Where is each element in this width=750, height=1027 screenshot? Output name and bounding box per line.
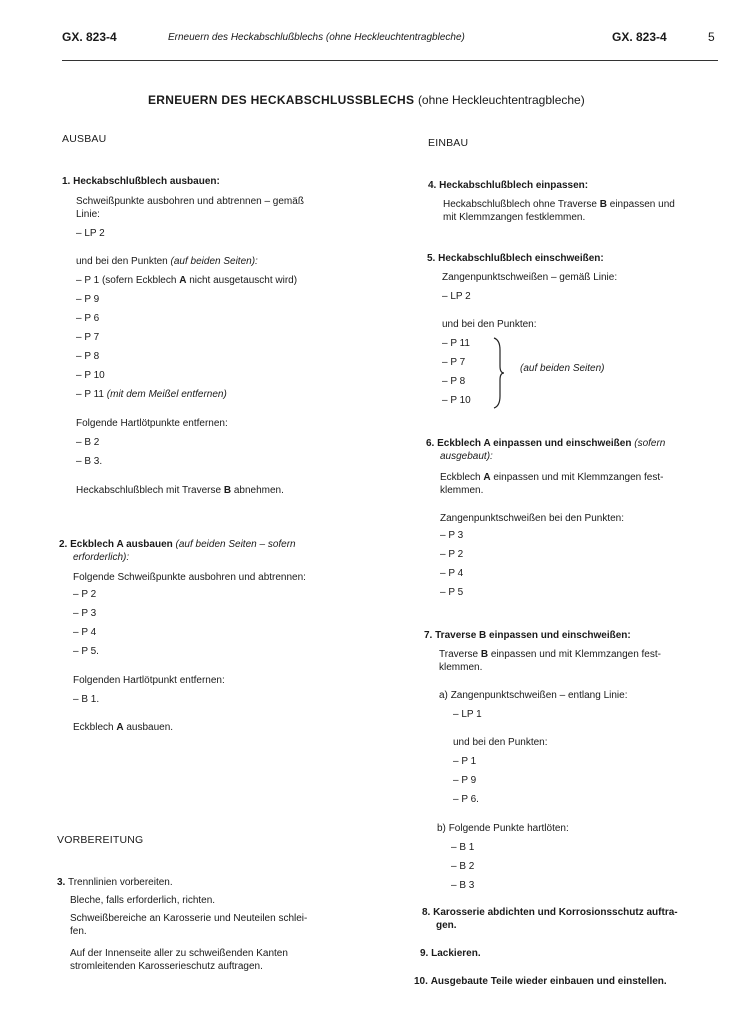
step-1-p8: – P 8 [76, 351, 100, 362]
step-8-heading [422, 907, 678, 918]
step-7-b1: – B 1 [451, 842, 475, 853]
step-6-note-1: (sofern [634, 438, 666, 449]
step-7-b-label: b) [437, 823, 446, 834]
header-rule [62, 60, 718, 61]
step-6-note-2: ausgebaut): [440, 451, 493, 462]
step-7-line-1-text: Traverse [439, 649, 481, 660]
step-1-p11 [76, 389, 227, 400]
step-6-line-1-rest: einpassen und mit Klemmzangen fest- [490, 472, 664, 483]
step-2-hartlot: Folgenden Hartlötpunkt entfernen: [73, 675, 225, 686]
step-1-p7: – P 7 [76, 332, 100, 343]
step-5-title: Heckabschlußblech einschweißen: [438, 253, 604, 264]
step-1-b2: – B 2 [76, 437, 100, 448]
step-7-p9: – P 9 [453, 775, 477, 786]
step-7-a-text: Zangenpunktschweißen – entlang Linie: [450, 690, 628, 701]
step-4-line-1-rest: einpassen und [606, 199, 675, 210]
step-1-punkte-note: (auf beiden Seiten): [170, 256, 258, 267]
step-9-line-1: Lackieren. [431, 948, 481, 959]
step-7-a-punkte: und bei den Punkten: [453, 737, 548, 748]
step-3-line-6: stromleitenden Karosserieschutz auftragen. [70, 961, 263, 972]
step-3-line-5: Auf der Innenseite aller zu schweißenden Kanten [70, 948, 288, 959]
step-8-line-2: gen. [436, 920, 457, 931]
step-4-heading [428, 180, 588, 191]
step-10-heading [414, 976, 667, 987]
step-8-line-1: Karosserie abdichten und Korrosionsschutz auftra- [433, 907, 678, 918]
step-1-p1 [76, 275, 297, 286]
step-6-p3: – P 3 [440, 530, 464, 541]
step-7-line-1-label: B [480, 649, 489, 660]
step-2-title: Eckblech A ausbauen [70, 539, 176, 550]
section-einbau: EINBAU [428, 137, 469, 149]
step-1-punkte [76, 256, 258, 267]
step-1-abnehmen-text: Heckabschlußblech mit Traverse [76, 485, 224, 496]
header-code-left: GX. 823-4 [62, 30, 117, 44]
step-2-p5: – P 5. [73, 646, 99, 657]
step-2-note-1: (auf beiden Seiten – sofern [175, 539, 296, 550]
step-2-line-1: Folgende Schweißpunkte ausbohren und abtrennen: [73, 572, 306, 583]
step-7-a [439, 690, 627, 701]
step-4-line-1-label: B [599, 199, 607, 210]
step-1-heading [62, 176, 220, 187]
step-3-line-2: Bleche, falls erforderlich, richten. [70, 895, 216, 906]
step-7-a-label: a) [439, 690, 448, 701]
step-4-line-2: mit Klemmzangen festklemmen. [443, 212, 586, 223]
document-title-paren: (ohne Heckleuchtentragbleche) [417, 93, 585, 107]
step-10-line-1: Ausgebaute Teile wieder einbauen und einstellen. [430, 976, 667, 987]
step-7-number: 7. [424, 630, 433, 641]
step-1-abnehmen-rest: abnehmen. [231, 485, 284, 496]
step-1-p1-label: A [179, 275, 187, 286]
step-6-p5: – P 5 [440, 587, 464, 598]
step-6-zangen: Zangenpunktschweißen bei den Punkten: [440, 513, 625, 524]
step-6-line-1-text: Eckblech [440, 472, 484, 483]
step-4-line-1 [443, 199, 675, 210]
step-7-p1: – P 1 [453, 756, 477, 767]
step-5-line-1: Zangenpunktschweißen – gemäß Linie: [442, 272, 618, 283]
step-9-heading [420, 948, 481, 959]
step-7-b [437, 823, 569, 834]
step-6-p2: – P 2 [440, 549, 464, 560]
step-5-p11: – P 11 [442, 338, 470, 349]
step-2-p2: – P 2 [73, 589, 97, 600]
step-1-number: 1. [62, 176, 71, 187]
step-3-line-3: Schweißbereiche an Karosserie und Neuteilen schlei- [70, 913, 308, 924]
step-7-p6: – P 6. [453, 794, 479, 805]
step-5-brace-note: (auf beiden Seiten) [520, 363, 605, 374]
step-1-punkte-text: und bei den Punkten [76, 256, 171, 267]
step-1-abnehmen-label: B [223, 485, 232, 496]
step-7-line-1-rest: einpassen und mit Klemmzangen fest- [488, 649, 661, 660]
step-1-b3: – B 3. [76, 456, 103, 467]
step-7-lp1: – LP 1 [453, 709, 482, 720]
step-1-line-2: Linie: [76, 209, 100, 220]
step-5-heading [427, 253, 604, 264]
step-8-number: 8. [422, 907, 431, 918]
step-7-line-2: klemmen. [439, 662, 483, 673]
document-title [148, 93, 585, 107]
step-4-number: 4. [428, 180, 437, 191]
header-code-right: GX. 823-4 [612, 30, 667, 44]
step-2-ausbauen-text: Eckblech [73, 722, 117, 733]
step-2-heading [59, 539, 296, 550]
step-5-lp2: – LP 2 [442, 291, 471, 302]
step-6-line-1 [440, 472, 663, 483]
step-3-number: 3. [57, 877, 66, 888]
step-1-p9: – P 9 [76, 294, 100, 305]
step-5-punkte: und bei den Punkten: [442, 319, 537, 330]
step-1-p11-note: (mit dem Meißel entfernen) [106, 389, 227, 400]
step-1-lp2: – LP 2 [76, 228, 105, 239]
step-1-p1-text: – P 1 (sofern Eckblech [76, 275, 180, 286]
step-4-line-1-text: Heckabschlußblech ohne Traverse [443, 199, 600, 210]
step-2-p3: – P 3 [73, 608, 97, 619]
step-5-number: 5. [427, 253, 436, 264]
step-5-p8: – P 8 [442, 376, 466, 387]
step-6-title: Eckblech A einpassen und einschweißen [437, 438, 635, 449]
step-1-p6: – P 6 [76, 313, 100, 324]
section-ausbau: AUSBAU [62, 133, 107, 145]
step-2-p4: – P 4 [73, 627, 97, 638]
step-7-b-text: Folgende Punkte hartlöten: [448, 823, 569, 834]
step-6-heading [426, 438, 665, 449]
step-2-ausbauen-label: A [116, 722, 124, 733]
section-vorbereitung: VORBEREITUNG [57, 834, 144, 846]
step-1-p10: – P 10 [76, 370, 105, 381]
header-title: Erneuern des Heckabschlußblechs (ohne Heckleuchtentragbleche) [168, 32, 465, 43]
step-1-title: Heckabschlußblech ausbauen: [73, 176, 220, 187]
step-7-heading [424, 630, 631, 641]
step-9-number: 9. [420, 948, 429, 959]
step-2-number: 2. [59, 539, 68, 550]
step-1-hartlot: Folgende Hartlötpunkte entfernen: [76, 418, 228, 429]
step-5-brace [490, 336, 506, 410]
step-4-title: Heckabschlußblech einpassen: [439, 180, 589, 191]
step-6-line-1-label: A [483, 472, 491, 483]
step-1-p1-rest: nicht ausgetauscht wird) [186, 275, 298, 286]
page-number: 5 [708, 30, 715, 44]
step-7-title: Traverse B einpassen und einschweißen: [435, 630, 631, 641]
step-1-abnehmen [76, 485, 284, 496]
step-2-b1: – B 1. [73, 694, 100, 705]
step-2-ausbauen [73, 722, 173, 733]
step-2-note-2: erforderlich): [73, 552, 130, 563]
step-6-line-2: klemmen. [440, 485, 484, 496]
step-5-p10: – P 10 [442, 395, 471, 406]
step-5-p7: – P 7 [442, 357, 466, 368]
step-6-number: 6. [426, 438, 435, 449]
step-2-ausbauen-rest: ausbauen. [123, 722, 174, 733]
step-1-p11-text: – P 11 [76, 389, 107, 400]
step-3-line-1: Trennlinien vorbereiten. [67, 877, 173, 888]
step-3-line-4: fen. [70, 926, 87, 937]
document-title-main: ERNEUERN DES HECKABSCHLUSSBLECHS [148, 93, 415, 107]
step-10-number: 10. [414, 976, 428, 987]
step-7-line-1 [439, 649, 661, 660]
step-1-line-1: Schweißpunkte ausbohren und abtrennen – gemäß [76, 196, 304, 207]
step-7-b2: – B 2 [451, 861, 475, 872]
step-7-b3: – B 3 [451, 880, 475, 891]
step-3-heading [57, 877, 173, 888]
step-6-p4: – P 4 [440, 568, 464, 579]
